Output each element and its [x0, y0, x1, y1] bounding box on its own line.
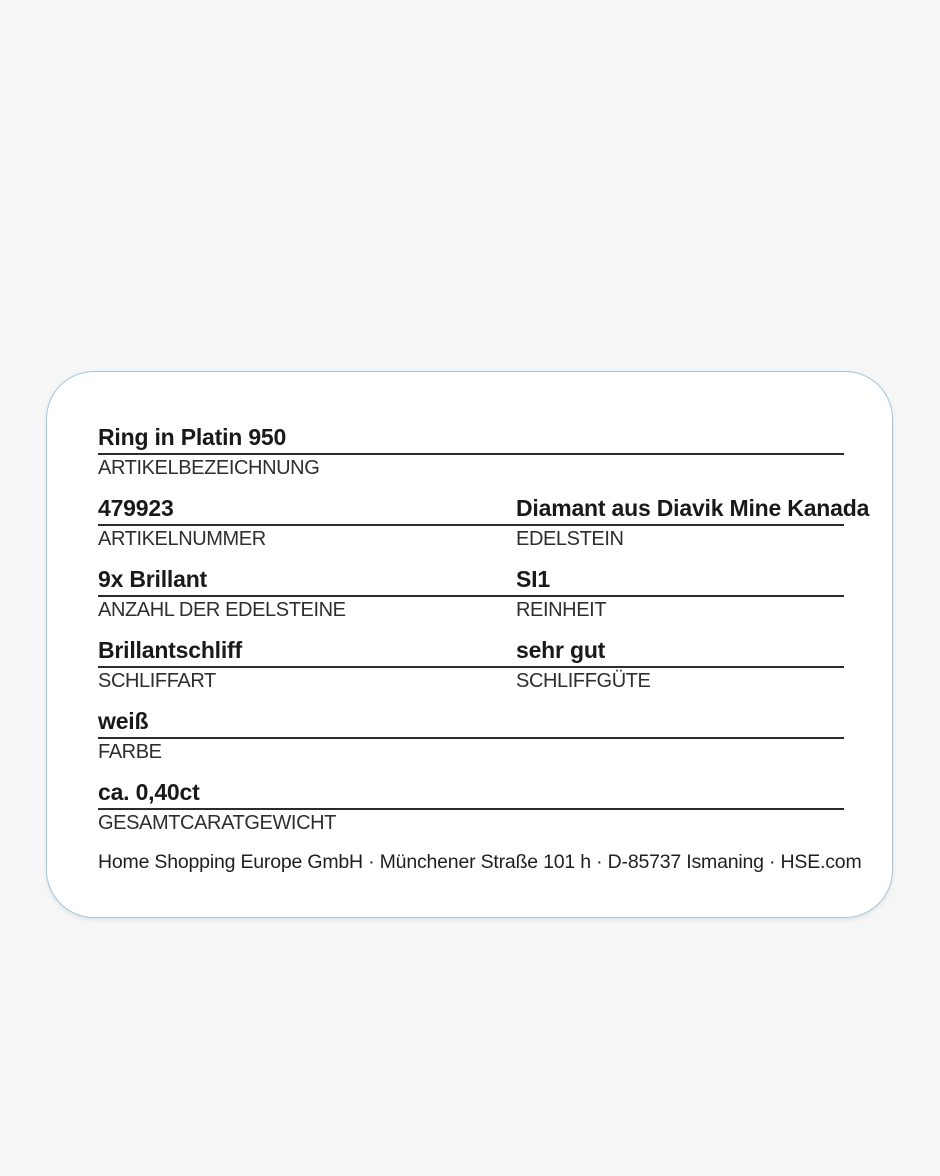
spec-label-artikelbezeichnung: ARTIKELBEZEICHNUNG — [98, 457, 320, 479]
spec-card-content — [98, 424, 870, 874]
spec-row-artikelnummer-edelstein — [98, 495, 870, 550]
spec-labels-line — [98, 597, 844, 621]
spec-label-empty — [516, 458, 844, 479]
spec-row-schliffart-schliffguete — [98, 637, 844, 692]
spec-labels-line — [98, 455, 844, 479]
spec-label-reinheit: REINHEIT — [516, 599, 607, 621]
spec-row-artikelbezeichnung — [98, 424, 844, 479]
spec-label-artikelnummer: ARTIKELNUMMER — [98, 528, 266, 550]
spec-value-schliffart: Brillantschliff — [98, 637, 242, 663]
spec-values-line — [98, 779, 844, 810]
spec-value-edelstein: Diamant aus Diavik Mine Kanada — [516, 495, 870, 521]
spec-row-gesamtcaratgewicht — [98, 779, 844, 834]
spec-value-reinheit: SI1 — [516, 566, 550, 592]
spec-value-artikelbezeichnung: Ring in Platin 950 — [98, 424, 287, 450]
spec-value-gesamtcaratgewicht: ca. 0,40ct — [98, 779, 200, 805]
spec-label-schliffguete: SCHLIFFGÜTE — [516, 670, 651, 692]
spec-label-empty — [516, 813, 844, 834]
spec-values-line — [98, 566, 844, 597]
spec-value-schliffguete: sehr gut — [516, 637, 606, 663]
spec-label-empty — [516, 742, 844, 763]
spec-labels-line — [98, 739, 844, 763]
spec-values-line — [98, 708, 844, 739]
spec-value-artikelnummer: 479923 — [98, 495, 174, 521]
spec-label-schliffart: SCHLIFFART — [98, 670, 216, 692]
spec-labels-line — [98, 810, 844, 834]
product-spec-card — [46, 371, 893, 918]
spec-row-farbe — [98, 708, 844, 763]
spec-label-farbe: FARBE — [98, 741, 162, 763]
company-address-footer: Home Shopping Europe GmbH · Münchener Straße 101 h · D-85737 Ismaning · HSE.com — [98, 851, 862, 873]
spec-label-anzahl-der-edelsteine: ANZAHL DER EDELSTEINE — [98, 599, 346, 621]
spec-label-edelstein: EDELSTEIN — [516, 528, 624, 550]
spec-row-anzahl-reinheit — [98, 566, 844, 621]
spec-label-gesamtcaratgewicht: GESAMTCARATGEWICHT — [98, 812, 336, 834]
spec-value-farbe: weiß — [98, 708, 149, 734]
spec-values-line — [98, 424, 844, 455]
spec-labels-line — [98, 526, 844, 550]
spec-labels-line — [98, 668, 844, 692]
spec-values-line — [98, 637, 844, 668]
spec-values-line — [98, 495, 870, 526]
spec-value-anzahl-der-edelsteine: 9x Brillant — [98, 566, 208, 592]
